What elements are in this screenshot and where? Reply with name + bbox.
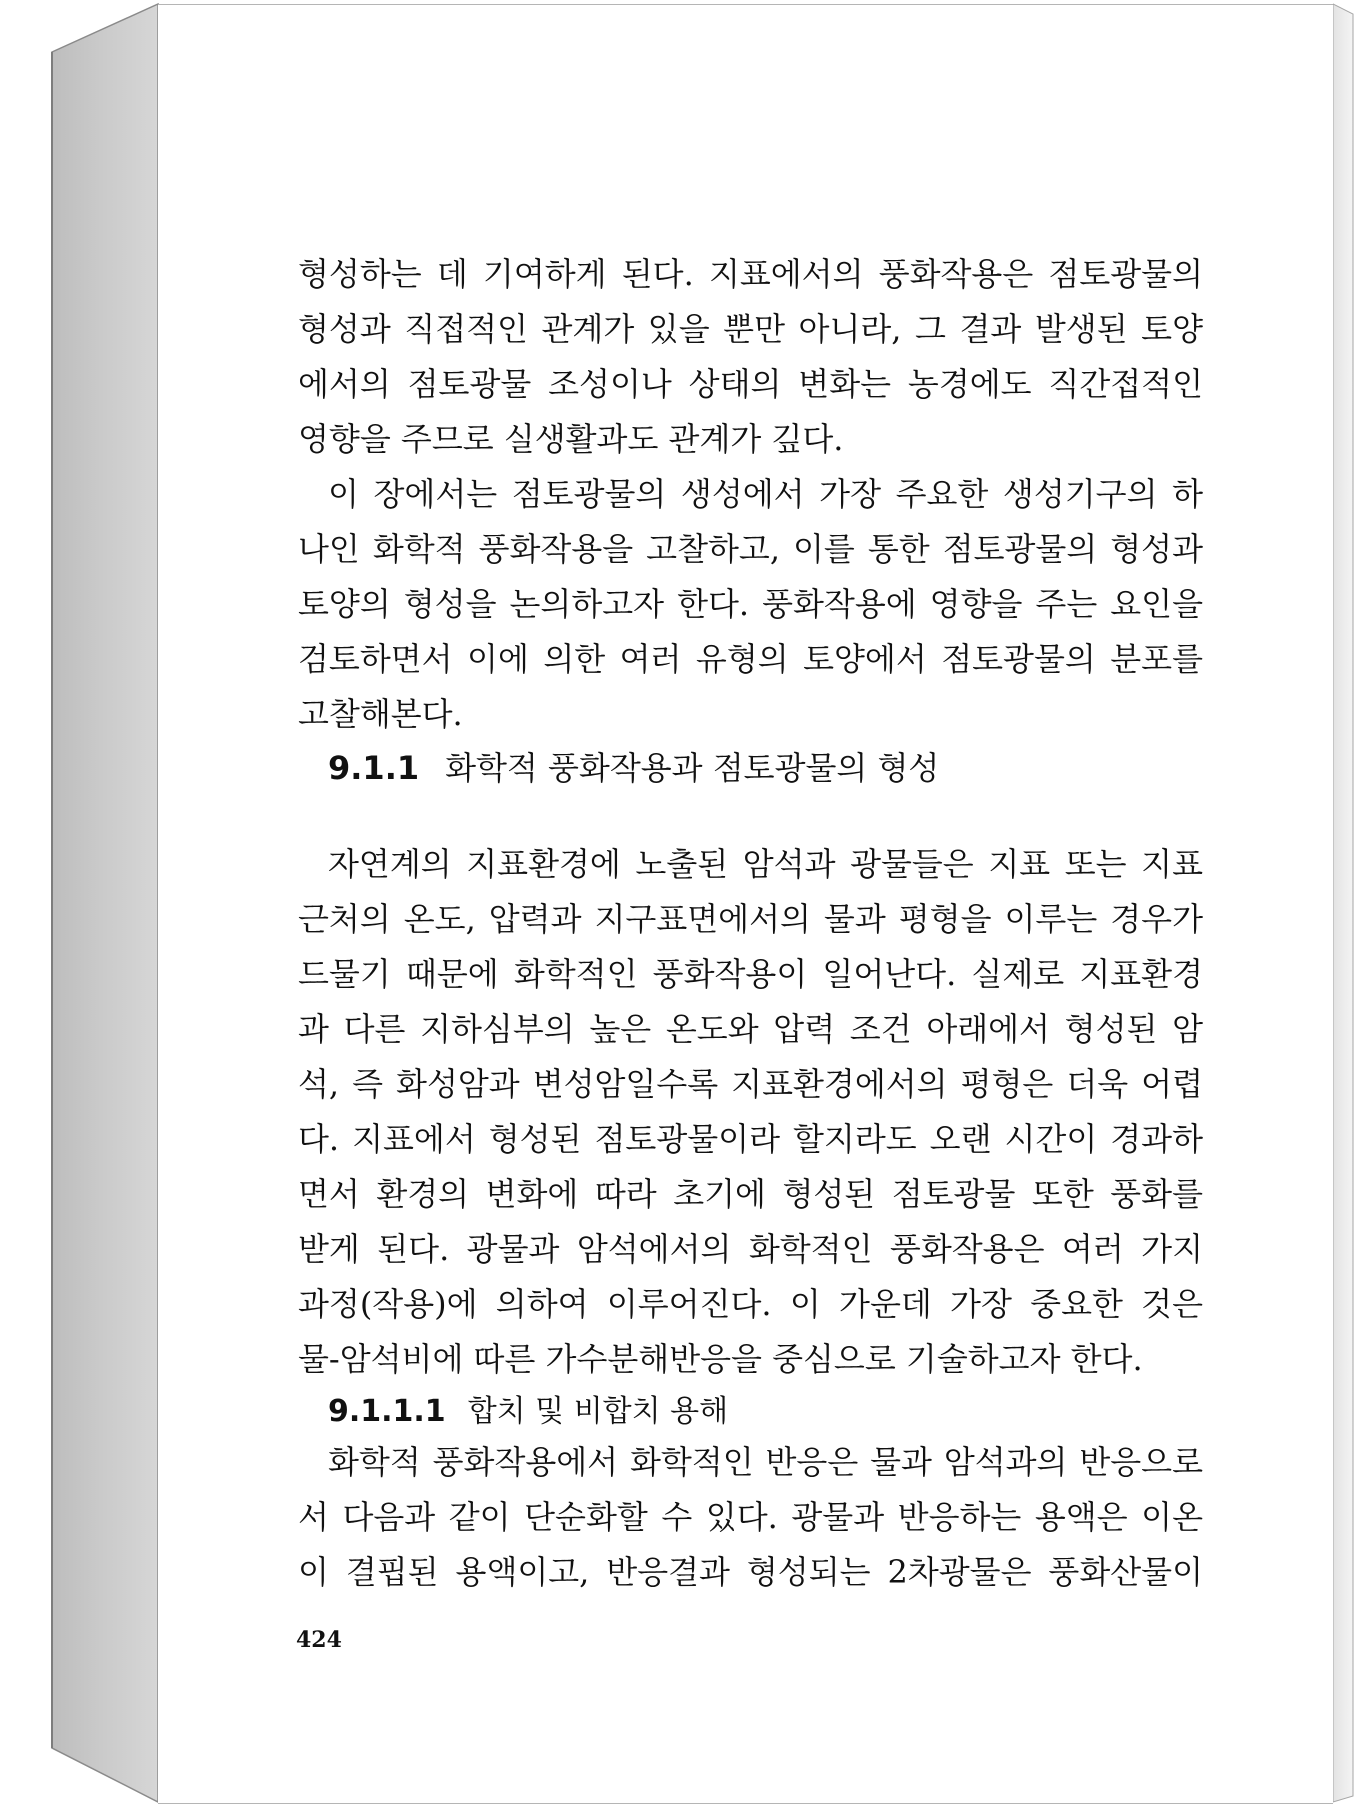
text-line: 화학적 풍화작용에서 화학적인 반응은 물과 암석과의 반응으로	[328, 1443, 1203, 1481]
section-title: 화학적 풍화작용과 점토광물의 형성	[445, 749, 940, 787]
text-line: 에서의 점토광물 조성이나 상태의 변화는 농경에도 직간접적인	[298, 365, 1203, 403]
text-line: 이 결핍된 용액이고, 반응결과 형성되는 2차광물은 풍화산물이	[298, 1553, 1203, 1591]
body-text-section	[298, 837, 1203, 1387]
book-spine	[0, 0, 160, 1806]
body-text-subsection	[298, 1435, 1203, 1600]
paragraph-4	[298, 1435, 1203, 1600]
text-line: 드물기 때문에 화학적인 풍화작용이 일어난다. 실제로 지표환경	[298, 955, 1203, 993]
page-number: 424	[296, 1627, 342, 1653]
text-line: 자연계의 지표환경에 노출된 암석과 광물들은 지표 또는 지표	[328, 845, 1203, 883]
text-line: 형성과 직접적인 관계가 있을 뿐만 아니라, 그 결과 발생된 토양	[298, 310, 1203, 348]
subsection-number: 9.1.1.1	[328, 1394, 446, 1429]
paragraph-2	[298, 467, 1203, 742]
subsection-heading	[328, 1389, 728, 1435]
text-line: 토양의 형성을 논의하고자 한다. 풍화작용에 영향을 주는 요인을	[298, 585, 1203, 623]
text-line: 나인 화학적 풍화작용을 고찰하고, 이를 통한 점토광물의 형성과	[298, 530, 1203, 568]
text-line: 석, 즉 화성암과 변성암일수록 지표환경에서의 평형은 더욱 어렵	[298, 1065, 1203, 1103]
section-heading	[328, 743, 939, 793]
text-line: 이 장에서는 점토광물의 생성에서 가장 주요한 생성기구의 하	[328, 475, 1203, 513]
subsection-title: 합치 및 비합치 용해	[467, 1394, 729, 1429]
section-number: 9.1.1	[328, 749, 420, 787]
paragraph-3	[298, 837, 1203, 1387]
page-edge	[1333, 0, 1357, 1806]
text-line: 영향을 주므로 실생활과도 관계가 깊다.	[298, 420, 844, 458]
text-line: 과 다른 지하심부의 높은 온도와 압력 조건 아래에서 형성된 암	[298, 1010, 1203, 1048]
text-line: 물-암석비에 따른 가수분해반응을 중심으로 기술하고자 한다.	[298, 1340, 1143, 1378]
book-page	[158, 4, 1333, 1804]
text-line: 면서 환경의 변화에 따라 초기에 형성된 점토광물 또한 풍화를	[298, 1175, 1203, 1213]
body-text	[298, 247, 1203, 742]
text-line: 다. 지표에서 형성된 점토광물이라 할지라도 오랜 시간이 경과하	[298, 1120, 1203, 1158]
text-line: 근처의 온도, 압력과 지구표면에서의 물과 평형을 이루는 경우가	[298, 900, 1203, 938]
text-line: 과정(작용)에 의하여 이루어진다. 이 가운데 가장 중요한 것은	[298, 1285, 1203, 1323]
text-line: 검토하면서 이에 의한 여러 유형의 토양에서 점토광물의 분포를	[298, 640, 1203, 678]
text-line: 형성하는 데 기여하게 된다. 지표에서의 풍화작용은 점토광물의	[298, 255, 1203, 293]
text-line: 고찰해본다.	[298, 695, 463, 733]
text-line: 받게 된다. 광물과 암석에서의 화학적인 풍화작용은 여러 가지	[298, 1230, 1203, 1268]
paragraph-1	[298, 247, 1203, 467]
text-line: 서 다음과 같이 단순화할 수 있다. 광물과 반응하는 용액은 이온	[298, 1498, 1203, 1536]
